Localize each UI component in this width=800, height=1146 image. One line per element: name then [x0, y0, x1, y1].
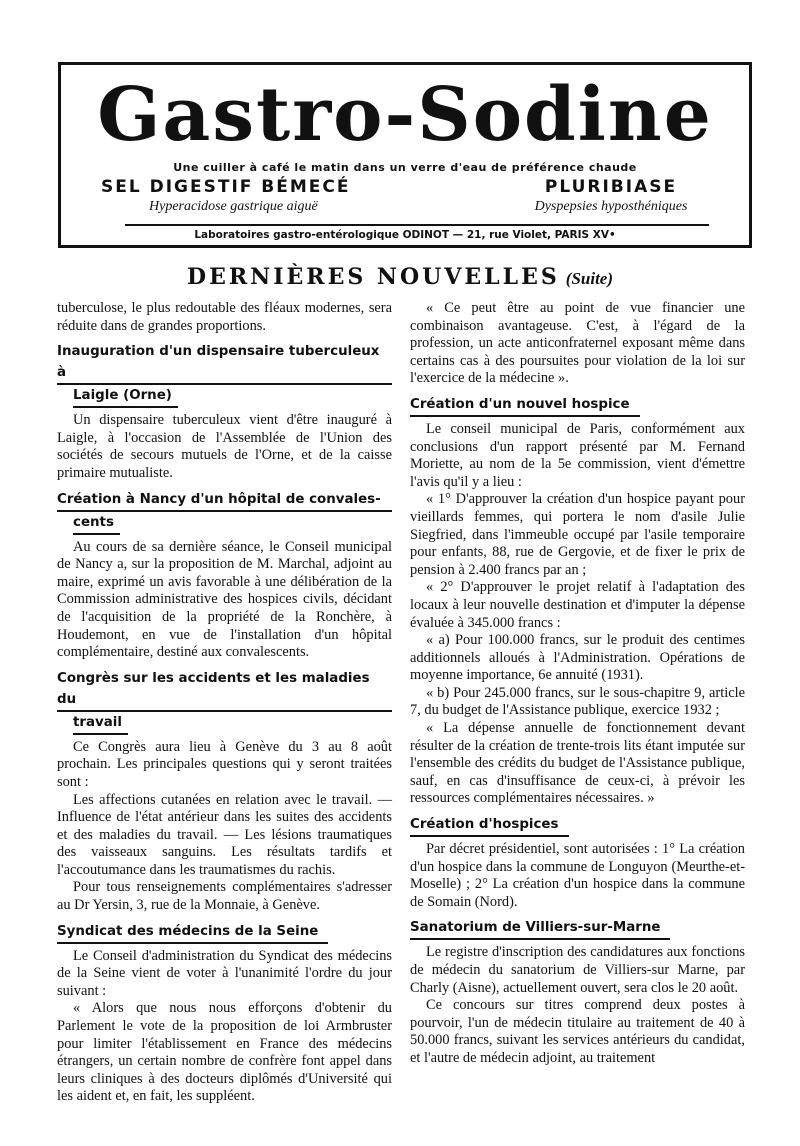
article-paragraph: « b) Pour 245.000 francs, sur le sous-chapitre 9, article 7, du budget de l'Assistance publique, exercice 1932 ; — [410, 684, 745, 719]
heading-line: Congrès sur les accidents et les maladies du — [57, 668, 392, 712]
ad-product-left-name: SEL DIGESTIF BÉMECÉ — [101, 177, 351, 197]
article-paragraph: « a) Pour 100.000 francs, sur le produit des centimes additionnels alloués à l'Administration. Opérations de moyenne importance, 6e annuité (1931). — [410, 632, 745, 684]
heading-line: Laigle (Orne) — [73, 385, 178, 408]
left-column — [57, 300, 392, 1106]
heading-line: Inauguration d'un dispensaire tuberculeux à — [57, 341, 392, 385]
heading-line: Création à Nancy d'un hôpital de convales- — [57, 489, 392, 512]
section-title-suite: (Suite) — [565, 269, 614, 288]
article-paragraph: Un dispensaire tuberculeux vient d'être inauguré à Laigle, à l'occasion de l'Assemblée de l'Union des sociétés de secours mutuels de l'Orne, et de la caisse primaire mutualiste. — [57, 412, 392, 481]
right-column — [410, 300, 745, 1068]
article-heading-syndicat — [57, 921, 392, 944]
article-paragraph: « La dépense annuelle de fonctionnement devant résulter de la création de trente-trois lits étant imputée sur l'ensemble des crédits du budget de l'Assistance publique, sauf, en cas d'insuffisance de ceux-ci, à prévoir les ressources complémentaires nécessaires. » — [410, 720, 745, 807]
heading-line: Syndicat des médecins de la Seine — [57, 921, 328, 944]
article-paragraph: Le conseil municipal de Paris, conformément aux conclusions d'un rapport présenté par M. Fernand Moriette, au nom de la 5e commission, vient d'émettre l'avis qu'il y a lieu : — [410, 420, 745, 490]
ad-product-right-name: PLURIBIASE — [544, 177, 678, 197]
heading-line: Sanatorium de Villiers-sur-Marne — [410, 917, 670, 940]
ad-product-left — [101, 177, 401, 215]
ad-product-left-indication: Hyperacidose gastrique aiguë — [149, 199, 318, 214]
article-paragraph: Au cours de sa dernière séance, le Conseil municipal de Nancy a, sur la proposition de M. Marchal, adjoint au maire, exprimé un avis favorable à une délibération de la Commission administrative des hospices civils, décidant de l'acquisition de la propriété de la Ronchère, à Houdemont, en vue de l'installation d'un hôpital complémentaire, destiné aux convalescents. — [57, 538, 392, 661]
article-paragraph: Le Conseil d'administration du Syndicat des médecins de la Seine vient de voter à l'unanimité l'ordre du jour suivant : — [57, 947, 392, 999]
advertisement — [58, 62, 752, 248]
article-paragraph: Le registre d'inscription des candidatures aux fonctions de médecin du sanatorium de Villiers-sur Marne, par Charly (Aisne), actuellement ouvert, sera clos le 20 août. — [410, 944, 745, 996]
section-title-text: DERNIÈRES NOUVELLES — [186, 264, 560, 290]
right-intro: « Ce peut être au point de vue financier une combinaison avantageuse. C'est, à l'égard de la profession, un acte anticonfraternel exposant même dans certains cas à des poursuites pour violation de la loi sur l'exercice de la médecine ». — [410, 300, 745, 387]
article-paragraph: « 2° D'approuver le projet relatif à l'adaptation des locaux à leur nouvelle destination et d'imputer la dépense évaluée à 345.000 francs : — [410, 579, 745, 631]
heading-line: Création d'hospices — [410, 814, 569, 837]
article-paragraph: « 1° D'approuver la création d'un hospice payant pour vieillards femmes, qui portera le nom d'asile Julie Siegfried, dans l'immeuble occupé par l'asile temporaire pour enfants, 88, rue de Gergovie, et de fixer le prix de pension à 2.400 francs par an ; — [410, 491, 745, 578]
article-heading-hospices — [410, 814, 745, 837]
article-paragraph: Ce concours sur titres comprend deux postes à pourvoir, l'un de médecin titulaire au traitement de 40 à 50.000 francs, suivant les services antérieurs du candidat, et l'autre de médecin adjoint, au traitement — [410, 997, 745, 1066]
article-paragraph: Les affections cutanées en relation avec le travail. — Influence de l'état antérieur dans les suites des accidents et des maladies du travail. — Les lésions traumatiques des vaisseaux sanguins. Les résultats tardifs et l'accoutumance dans les traumatismes du rachis. — [57, 791, 392, 878]
left-intro: tuberculose, le plus redoutable des fléaux modernes, sera réduite dans de grandes proportions. — [57, 300, 392, 334]
article-heading-hospice — [410, 394, 745, 417]
heading-line: cents — [73, 512, 120, 535]
article-paragraph: Pour tous renseignements complémentaires s'adresser au Dr Yersin, 3, rue de la Monnaie, à Genève. — [57, 879, 392, 914]
ad-product-right — [491, 177, 731, 215]
article-heading-dispensaire — [57, 341, 392, 408]
article-paragraph: « Alors que nous nous efforçons d'obtenir du Parlement le vote de la proposition de loi Armbruster pour limiter l'établissement en France des médecins étrangers, un certain nombre de confrère font appel dans leurs cliniques à des docteurs diplômés d'Université qui les aident et, en fait, les suppléent. — [57, 1000, 392, 1105]
heading-line: Création d'un nouvel hospice — [410, 394, 640, 417]
article-paragraph: Ce Congrès aura lieu à Genève du 3 au 8 août prochain. Les principales questions qui y seront traitées sont : — [57, 738, 392, 790]
article-heading-nancy — [57, 489, 392, 535]
ad-brand: Gastro-Sodine — [97, 72, 713, 158]
ad-divider — [125, 224, 709, 226]
article-heading-sanatorium — [410, 917, 745, 940]
ad-product-right-indication: Dyspepsies hyposthéniques — [534, 199, 688, 214]
article-heading-congres — [57, 668, 392, 735]
ad-tagline: Une cuiller à café le matin dans un verre d'eau de préférence chaude — [173, 161, 637, 174]
article-paragraph: Par décret présidentiel, sont autorisées : 1° La création d'un hospice dans la commune de Longuyon (Meurthe-et-Moselle) ; 2° La création d'un hospice dans la commune de Somain (Nord). — [410, 841, 745, 910]
heading-line: travail — [73, 712, 128, 735]
section-title — [0, 264, 800, 290]
ad-footer: Laboratoires gastro-entérologique ODINOT — 21, rue Violet, PARIS XV• — [194, 229, 616, 241]
